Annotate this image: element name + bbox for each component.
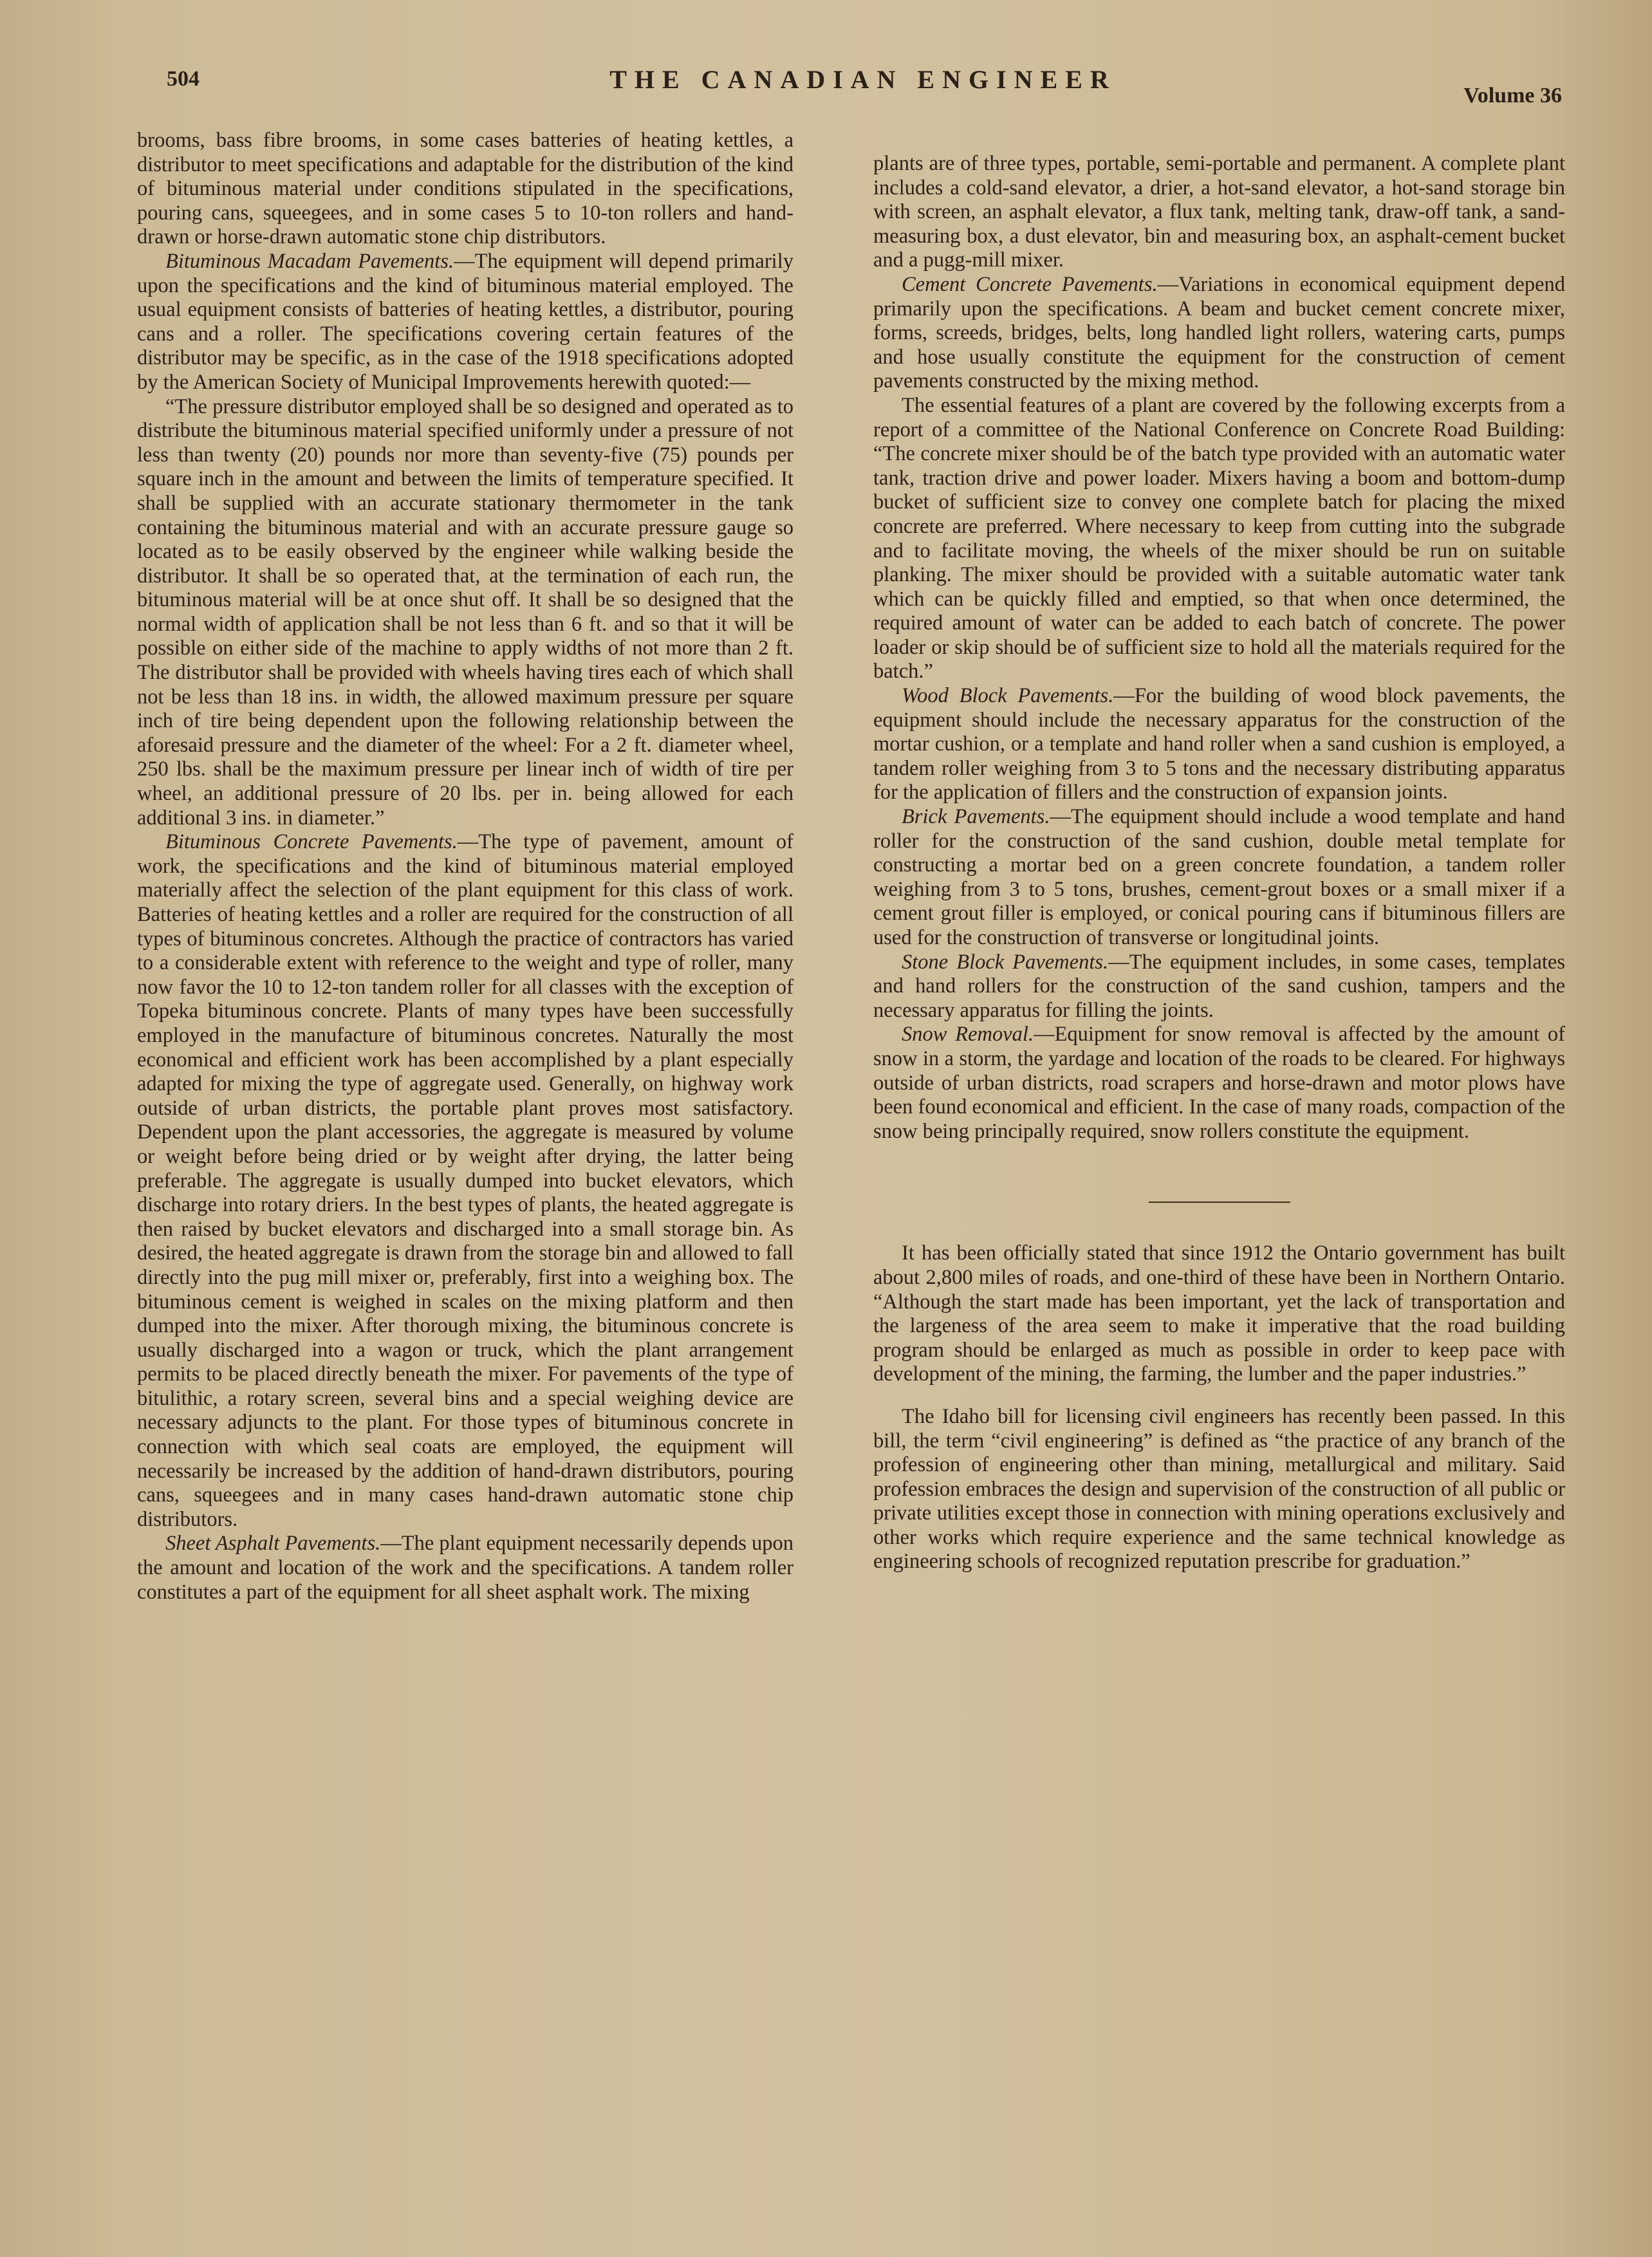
paragraph-text: —The equipment should include a wood template and hand roller for the construction of the sand cushion, double metal template for constructing a mortar bed on a green concrete foundation, a tandem roller weighing from 3 to 5 tons, brushes, cement-grout boxes or a small mixer if a cement grout filler is employed, or conical pouring cans if bituminous fillers are used for the construction of transverse or longitudinal joints.	[873, 805, 1565, 949]
section-heading: Bituminous Macadam Pavements.	[165, 249, 454, 273]
volume-label: Volume 36	[1463, 84, 1562, 107]
paragraph-text: —The equipment will depend primarily upon the specifications and the kind of bituminous material employed. The usual equipment consists of batteries of heating kettles, a distributor, pouring cans and a roller. The specifications covering certain features of the distributor may be specific, as in the case of the 1918 specifications adopted by the American Society of Municipal Improvements herewith quoted:—	[137, 249, 794, 394]
section-divider	[1149, 1202, 1290, 1203]
quoted-paragraph: “The pressure distributor employed shall be so designed and operated as to distribute the bituminous material specified uniformly under a pressure of not less than twenty (20) pounds nor more than seventy-five (75) pounds per square inch in the amount and between the limits of temperature specified. It shall be supplied with an accurate stationary thermometer in the tank containing the bituminous material and with an accurate pressure gauge so located as to be easily observed by the engineer while walking beside the distributor. It shall be so operated that, at the termination of each run, the bituminous material will be at once shut off. It shall be so designed that the normal width of application shall be not less than 6 ft. and so that it will be possible on either side of the machine to apply widths of not more than 2 ft. The distributor shall be provided with wheels having tires each of which shall not be less than 18 ins. in width, the allowed maximum pressure per square inch of tire being dependent upon the following relationship between the aforesaid pressure and the diameter of the wheel: For a 2 ft. diameter wheel, 250 lbs. shall be the maximum pressure per linear inch of width of tire per wheel, an additional pressure of 20 lbs. per in. being allowed for each additional 3 ins. in diameter.”	[137, 395, 794, 830]
section-heading: Cement Concrete Pavements.	[902, 272, 1158, 296]
page-header	[164, 64, 1562, 107]
paragraph: brooms, bass fibre brooms, in some cases batteries of heating kettles, a distributor to meet specifications and adaptable for the distribution of the kind of bituminous material under conditions stipulated in the specifications, pouring cans, squeegees, and in some cases 5 to 10-ton rollers and hand-drawn or horse-drawn automatic stone chip distributors.	[137, 129, 794, 249]
paragraph: plants are of three types, portable, semi-portable and permanent. A complete plant includes a cold-sand elevator, a drier, a hot-sand elevator, a hot-sand storage bin with screen, an asphalt elevator, a flux tank, melting tank, draw-off tank, a sand-measuring box, a dust elevator, bin and measuring box, an asphalt-cement bucket and a pugg-mill mixer.	[873, 152, 1565, 272]
paragraph	[873, 951, 1565, 1023]
paragraph	[873, 805, 1565, 951]
paragraph-text: —The plant equipment necessarily depends upon the amount and location of the work and the specifications. A tandem roller constitutes a part of the equipment for all sheet asphalt work. The mixing	[137, 1532, 794, 1604]
paragraph	[137, 1532, 794, 1604]
paragraph-text: —For the building of wood block pavements, the equipment should include the necessary apparatus for the construction of the mortar cushion, or a template and hand roller when a sand cushion is employed, a tandem roller weighing from 3 to 5 tons and the necessary distributing apparatus for the application of fillers and the construction of expansion joints.	[873, 684, 1565, 804]
paragraph: The essential features of a plant are covered by the following excerpts from a report of a committee of the National Conference on Concrete Road Building: “The concrete mixer should be of the batch type provided with an automatic water tank, traction drive and power loader. Mixers having a boom and bottom-dump bucket of sufficient size to convey one complete batch for placing the mixed concrete are preferred. Where necessary to keep from cutting into the subgrade and to facilitate moving, the wheels of the mixer should be run on suitable planking. The mixer should be provided with a suitable automatic water tank which can be quickly filled and emptied, so that when once determined, the required amount of water can be added to each batch of concrete. The power loader or skip should be of sufficient size to hold all the materials required for the batch.”	[873, 393, 1565, 683]
paragraph	[137, 830, 794, 1532]
section-heading: Snow Removal.	[902, 1023, 1034, 1046]
section-heading: Bituminous Concrete Pavements.	[165, 830, 458, 854]
journal-title: THE CANADIAN ENGINEER	[609, 65, 1117, 94]
left-column	[137, 129, 794, 1604]
paragraph-gap	[873, 1387, 1565, 1405]
paragraph-text: —Variations in economical equipment depend primarily upon the specifications. A beam and bucket cement concrete mixer, forms, screeds, bridges, belts, long handled light rollers, watering carts, pumps and hose usually constitute the equipment for the construction of cement pavements constructed by the mixing method.	[873, 272, 1565, 393]
paragraph	[137, 250, 794, 395]
paragraph-text: —The equipment includes, in some cases, templates and hand rollers for the construction of the sand cushion, tampers and the necessary apparatus for filling the joints.	[873, 950, 1565, 1022]
section-heading: Stone Block Pavements.	[902, 950, 1109, 974]
paragraph	[873, 273, 1565, 394]
page-number: 504	[167, 67, 200, 91]
paragraph-text: —Equipment for snow removal is affected by the amount of snow in a storm, the yardage and location of the roads to be cleared. For highways outside of urban districts, road scrapers and horse-drawn and motor plows have been found economical and efficient. In the case of many roads, compaction of the snow being principally required, snow rollers constitute the equipment.	[873, 1023, 1565, 1143]
right-column	[873, 152, 1565, 1574]
section-heading: Brick Pavements.	[902, 805, 1050, 829]
news-paragraph: The Idaho bill for licensing civil engineers has recently been passed. In this bill, the term “civil engineering” is defined as “the practice of any branch of the profession of engineering other than mining, metallurgical and military. Said profession embraces the design and supervision of the construction of all public or private utilities except those in connection with mining operations exclusively and other works which require experience and the same technical knowledge as engineering schools of recognized reputation prescribe for graduation.”	[873, 1404, 1565, 1574]
section-heading: Wood Block Pavements.	[902, 684, 1114, 708]
section-heading: Sheet Asphalt Pavements.	[165, 1532, 381, 1556]
news-paragraph: It has been officially stated that since 1912 the Ontario government has built about 2,800 miles of roads, and one-third of these have been in Northern Ontario. “Although the start made has been important, yet the lack of transportation and the largeness of the area seem to make it imperative that the road building program should be enlarged as much as possible in order to keep pace with development of the mining, the farming, the lumber and the paper industries.”	[873, 1241, 1565, 1386]
paragraph	[873, 684, 1565, 805]
paragraph-text: —The type of pavement, amount of work, the specifications and the kind of bituminous material employed materially affect the selection of the plant equipment for this class of work. Batteries of heating kettles and a roller are required for the construction of all types of bituminous concretes. Although the practice of contractors has varied to a considerable extent with reference to the weight and type of roller, many now favor the 10 to 12-ton tandem roller for all classes with the exception of Topeka bituminous concrete. Plants of many types have been successfully employed in the manufacture of bituminous concretes. Naturally the most economical and efficient work has been accomplished by a plant especially adapted for mixing the type of aggregate used. Generally, on highway work outside of urban districts, the portable plant proves most satisfactory. Dependent upon the plant accessories, the aggregate is measured by volume or weight before being dried or by weight after drying, the latter being preferable. The aggregate is usually dumped into bucket elevators, which discharge into rotary driers. In the best types of plants, the heated aggregate is then raised by bucket elevators and discharged into a small storage bin. As desired, the heated aggregate is drawn from the storage bin and allowed to fall directly into the pug mill mixer or, preferably, first into a weighing box. The bituminous cement is weighed in scales on the mixing platform and then dumped into the mixer. After thorough mixing, the bituminous concrete is usually discharged into a wagon or truck, which the plant arrangement permits to be placed directly beneath the mixer. For pavements of the type of bitulithic, a rotary screen, several bins and a special weighing device are necessary adjuncts to the plant. For those types of bituminous concrete in connection with which seal coats are employed, the equipment will necessarily be increased by the addition of hand-drawn distributors, pouring cans, squeegees and in many cases hand-drawn automatic stone chip distributors.	[137, 830, 794, 1531]
paragraph	[873, 1023, 1565, 1144]
